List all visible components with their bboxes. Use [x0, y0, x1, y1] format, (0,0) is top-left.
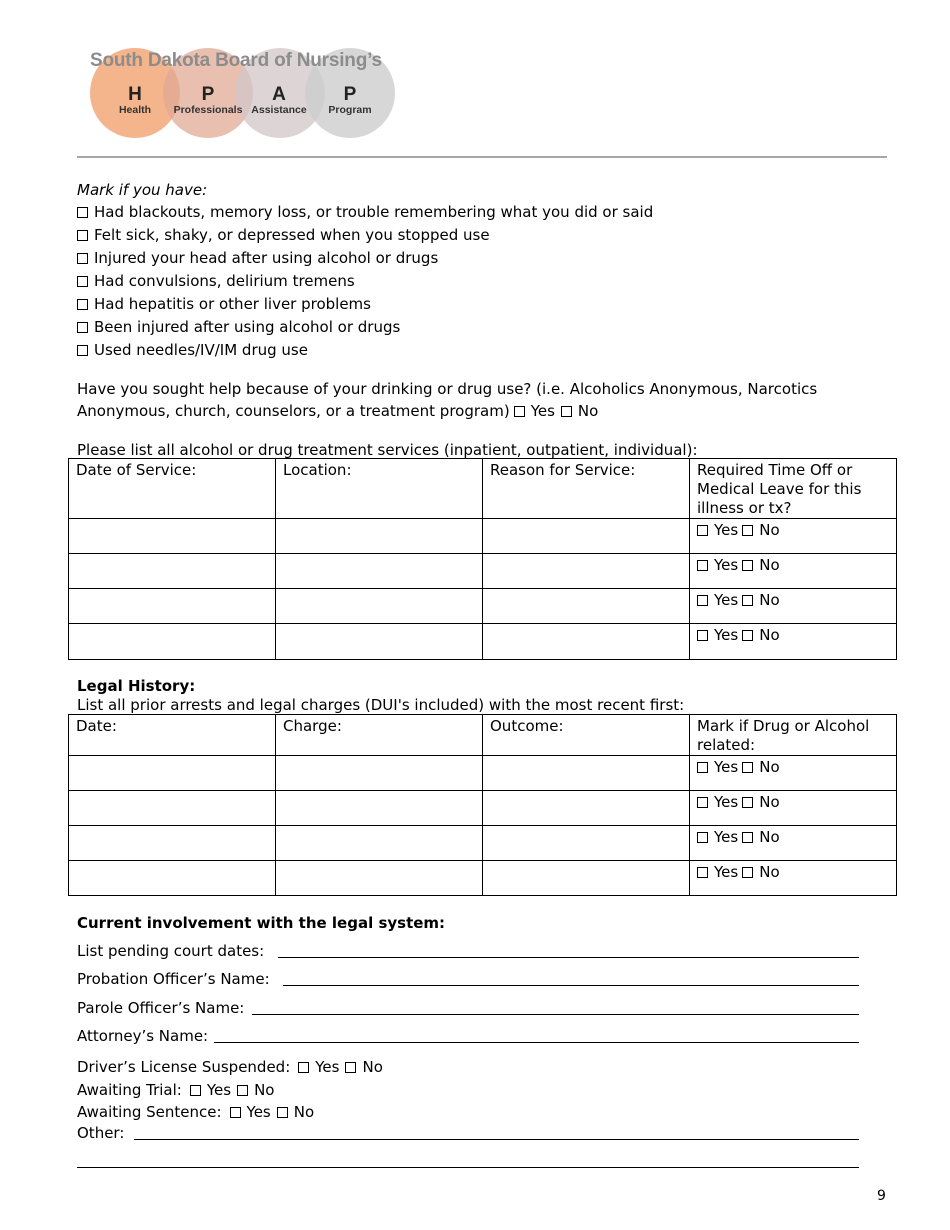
- mark-item: Had blackouts, memory loss, or trouble remembering what you did or said: [77, 203, 653, 221]
- table-cell[interactable]: [69, 791, 276, 826]
- table-cell[interactable]: [69, 826, 276, 861]
- yes-no-cell: Yes No: [690, 589, 897, 624]
- table-cell[interactable]: [483, 756, 690, 791]
- other-label: Other:: [77, 1124, 125, 1142]
- table-row: [69, 791, 897, 826]
- mark-item: Injured your head after using alcohol or drugs: [77, 249, 438, 267]
- parole-officer-field[interactable]: [252, 1014, 859, 1015]
- parole-officer-label: Parole Officer’s Name:: [77, 999, 245, 1017]
- table-cell[interactable]: [483, 519, 690, 554]
- table-row: [69, 861, 897, 896]
- yes-no-cell: Yes No: [690, 624, 897, 660]
- yes-checkbox[interactable]: [697, 560, 708, 571]
- table-cell[interactable]: [276, 519, 483, 554]
- help-question-line2: Anonymous, church, counselors, or a treatment program) Yes No: [77, 402, 599, 420]
- court-dates-field[interactable]: [278, 957, 859, 958]
- column-header: Reason for Service:: [483, 459, 690, 519]
- column-header: Outcome:: [483, 715, 690, 756]
- probation-officer-label: Probation Officer’s Name:: [77, 970, 270, 988]
- logo-letter: A: [272, 84, 286, 105]
- table-cell[interactable]: [69, 519, 276, 554]
- help-yes-checkbox[interactable]: [514, 406, 525, 417]
- checkbox[interactable]: [77, 207, 88, 218]
- other-field[interactable]: [134, 1139, 859, 1140]
- mark-heading: Mark if you have:: [77, 181, 208, 199]
- table-cell[interactable]: [69, 554, 276, 589]
- table-row: [69, 624, 897, 660]
- logo-letter: P: [343, 84, 357, 105]
- table-cell[interactable]: [276, 756, 483, 791]
- logo-letter: H: [128, 84, 142, 105]
- logo-word: Program: [328, 104, 372, 116]
- yes-no-cell: Yes No: [690, 519, 897, 554]
- table-cell[interactable]: [69, 624, 276, 660]
- yes-checkbox[interactable]: [697, 797, 708, 808]
- table-row: [69, 519, 897, 554]
- yes-no-cell: Yes No: [690, 554, 897, 589]
- table-cell[interactable]: [483, 826, 690, 861]
- no-checkbox[interactable]: [742, 867, 753, 878]
- help-no-checkbox[interactable]: [561, 406, 572, 417]
- mark-item: Felt sick, shaky, or depressed when you stopped use: [77, 226, 490, 244]
- checkbox[interactable]: [77, 345, 88, 356]
- table-cell[interactable]: [483, 624, 690, 660]
- logo-letter: P: [201, 84, 215, 105]
- court-dates-label: List pending court dates:: [77, 942, 265, 960]
- column-header: Mark if Drug or Alcohol related:: [690, 715, 897, 756]
- probation-officer-field[interactable]: [283, 985, 859, 986]
- table-cell[interactable]: [483, 861, 690, 896]
- no-checkbox[interactable]: [742, 595, 753, 606]
- table-cell[interactable]: [69, 589, 276, 624]
- sentence-yes-checkbox[interactable]: [230, 1107, 241, 1118]
- yes-no-cell: Yes No: [690, 756, 897, 791]
- help-question-line1: Have you sought help because of your drinking or drug use? (i.e. Alcoholics Anonymous, Narcotics: [77, 380, 818, 398]
- mark-item: Had hepatitis or other liver problems: [77, 295, 371, 313]
- mark-item: Been injured after using alcohol or drugs: [77, 318, 400, 336]
- checkbox[interactable]: [77, 253, 88, 264]
- attorney-field[interactable]: [214, 1042, 859, 1043]
- column-header: Location:: [276, 459, 483, 519]
- table-cell[interactable]: [276, 624, 483, 660]
- checkbox[interactable]: [77, 322, 88, 333]
- table-cell[interactable]: [276, 826, 483, 861]
- yes-no-cell: Yes No: [690, 861, 897, 896]
- trial-no-checkbox[interactable]: [237, 1085, 248, 1096]
- table-cell[interactable]: [276, 589, 483, 624]
- no-checkbox[interactable]: [742, 797, 753, 808]
- trial-yes-checkbox[interactable]: [190, 1085, 201, 1096]
- other-field-continuation[interactable]: [77, 1167, 859, 1168]
- yes-checkbox[interactable]: [697, 525, 708, 536]
- table-header-row: [69, 715, 897, 756]
- treatment-intro: Please list all alcohol or drug treatment services (inpatient, outpatient, individual):: [77, 441, 698, 459]
- table-cell[interactable]: [276, 554, 483, 589]
- mark-item: Had convulsions, delirium tremens: [77, 272, 355, 290]
- table-cell[interactable]: [483, 589, 690, 624]
- checkbox[interactable]: [77, 276, 88, 287]
- table-row: [69, 554, 897, 589]
- table-cell[interactable]: [483, 554, 690, 589]
- logo-title: South Dakota Board of Nursing’s: [90, 50, 382, 71]
- table-cell[interactable]: [483, 791, 690, 826]
- no-checkbox[interactable]: [742, 630, 753, 641]
- attorney-label: Attorney’s Name:: [77, 1027, 209, 1045]
- awaiting-trial-row: Awaiting Trial: Yes No: [77, 1081, 275, 1099]
- table-header-row: [69, 459, 897, 519]
- column-header: Required Time Off or Medical Leave for this illness or tx?: [690, 459, 897, 519]
- current-involvement-heading: Current involvement with the legal system:: [77, 914, 446, 932]
- logo-word: Assistance: [251, 104, 307, 116]
- yes-checkbox[interactable]: [697, 595, 708, 606]
- column-header: Date of Service:: [69, 459, 276, 519]
- yes-checkbox[interactable]: [697, 762, 708, 773]
- mark-item: Used needles/IV/IM drug use: [77, 341, 308, 359]
- yes-no-cell: Yes No: [690, 826, 897, 861]
- table-cell[interactable]: [69, 756, 276, 791]
- no-checkbox[interactable]: [742, 832, 753, 843]
- header-divider: [77, 156, 887, 158]
- table-row: [69, 589, 897, 624]
- logo-word: Professionals: [173, 104, 243, 116]
- legal-history-table: [68, 714, 897, 896]
- yes-checkbox[interactable]: [697, 832, 708, 843]
- license-no-checkbox[interactable]: [345, 1062, 356, 1073]
- yes-checkbox[interactable]: [697, 867, 708, 878]
- no-checkbox[interactable]: [742, 560, 753, 571]
- checkbox[interactable]: [77, 230, 88, 241]
- column-header: Date:: [69, 715, 276, 756]
- column-header: Charge:: [276, 715, 483, 756]
- page-number: 9: [877, 1188, 886, 1204]
- legal-history-heading: Legal History:: [77, 677, 196, 695]
- table-cell[interactable]: [276, 861, 483, 896]
- no-checkbox[interactable]: [742, 762, 753, 773]
- yes-checkbox[interactable]: [697, 630, 708, 641]
- no-checkbox[interactable]: [742, 525, 753, 536]
- license-yes-checkbox[interactable]: [298, 1062, 309, 1073]
- table-row: [69, 826, 897, 861]
- yes-no-cell: Yes No: [690, 791, 897, 826]
- sentence-no-checkbox[interactable]: [277, 1107, 288, 1118]
- table-row: [69, 756, 897, 791]
- table-cell[interactable]: [276, 791, 483, 826]
- license-suspended-row: Driver’s License Suspended: Yes No: [77, 1058, 383, 1076]
- awaiting-sentence-row: Awaiting Sentence: Yes No: [77, 1103, 315, 1121]
- table-cell[interactable]: [69, 861, 276, 896]
- legal-history-intro: List all prior arrests and legal charges (DUI's included) with the most recent first:: [77, 696, 685, 714]
- checkbox[interactable]: [77, 299, 88, 310]
- treatment-table: [68, 458, 897, 660]
- logo-word: Health: [118, 104, 152, 116]
